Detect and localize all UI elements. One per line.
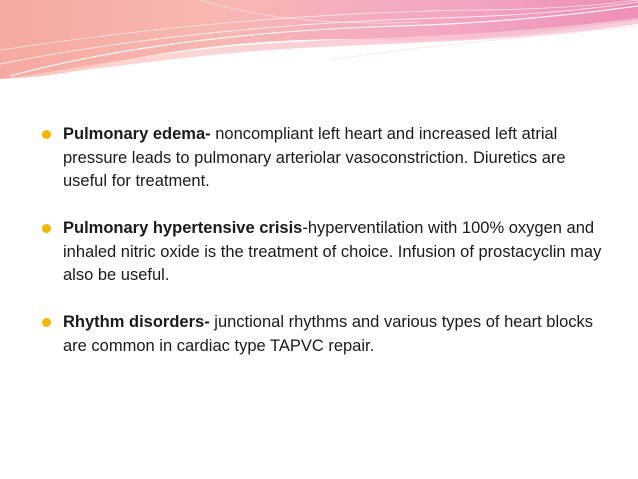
- bullet-text: noncompliant left heart and increased left atrial pressure leads to pulmonary arteriolar vasoconstriction. Diuretics are useful for treatment.: [63, 125, 566, 190]
- bullet-dot-icon: [42, 130, 51, 139]
- bullet-pulmonary-edema: [42, 123, 612, 194]
- bullet-term: Rhythm disorders-: [63, 313, 210, 331]
- bullet-rhythm-disorders: [42, 311, 612, 358]
- bullet-dot-icon: [42, 224, 51, 233]
- bullet-pulmonary-hypertensive-crisis: [42, 217, 612, 288]
- bullet-dot-icon: [42, 318, 51, 327]
- bullet-term: Pulmonary edema-: [63, 125, 211, 143]
- bullet-term: Pulmonary hypertensive crisis: [63, 219, 303, 237]
- bullet-text: junctional rhythms and various types of heart blocks are common in cardiac type TAPVC repair.: [63, 313, 594, 355]
- decorative-header-banner: [0, 0, 638, 80]
- bullet-text: -hyperventilation with 100% oxygen and inhaled nitric oxide is the treatment of choice. Infusion of prostacyclin may also be useful.: [63, 219, 602, 284]
- bullet-list: [42, 123, 612, 382]
